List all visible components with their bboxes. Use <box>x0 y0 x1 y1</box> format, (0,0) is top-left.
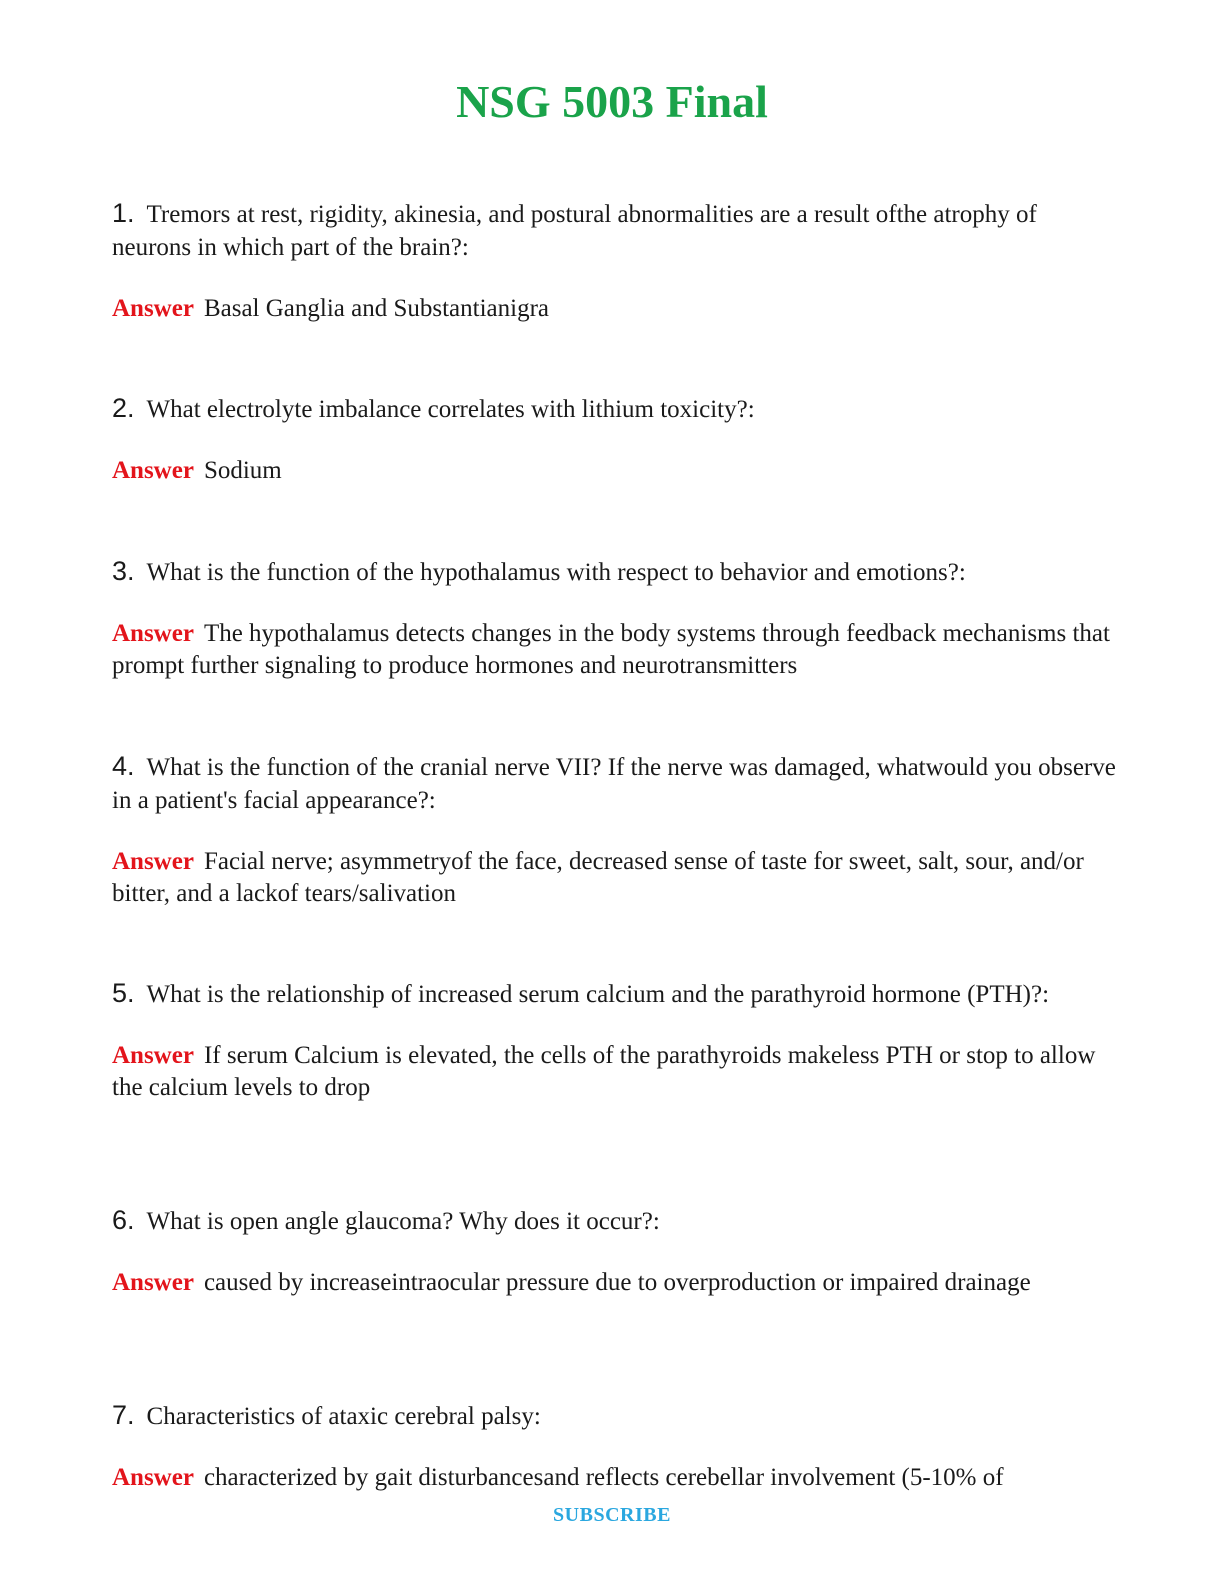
answer-text: The hypothalamus detects changes in the body systems through feedback mechanisms that prompt further signaling to produce hormones and neurotransmitters <box>112 620 1110 679</box>
question <box>112 1204 1122 1238</box>
answer <box>112 293 1122 325</box>
question-number: 3. <box>112 556 135 586</box>
answer <box>112 1040 1122 1104</box>
question-number: 6. <box>112 1205 135 1235</box>
question <box>112 197 1122 264</box>
answer-text: caused by increaseintraocular pressure due to overproduction or impaired drainage <box>203 1269 1031 1296</box>
answer-text: Facial nerve; asymmetryof the face, decreased sense of taste for sweet, salt, sour, and/or bitter, and a lackof tears/salivation <box>112 848 1084 907</box>
answer-text: characterized by gait disturbancesand reflects cerebellar involvement (5-10% of <box>203 1464 1004 1491</box>
question-text: Tremors at rest, rigidity, akinesia, and postural abnormalities are a result ofthe atrophy of neurons in which part of the brain?: <box>112 201 1037 261</box>
answer-label: Answer <box>112 848 194 875</box>
page-title: NSG 5003 Final <box>456 76 768 127</box>
qa-item-7 <box>112 1399 1122 1494</box>
question-text: What is open angle glaucoma? Why does it occur?: <box>146 1208 660 1235</box>
question-text: What is the relationship of increased serum calcium and the parathyroid hormone (PTH)?: <box>146 981 1050 1008</box>
question-text: Characteristics of ataxic cerebral palsy: <box>146 1403 541 1430</box>
answer-label: Answer <box>112 1269 194 1296</box>
answer <box>112 846 1122 910</box>
qa-item-4 <box>112 750 1122 910</box>
qa-item-6 <box>112 1204 1122 1299</box>
answer <box>112 455 1122 487</box>
qa-item-3 <box>112 555 1122 682</box>
question-text: What is the function of the hypothalamus with respect to behavior and emotions?: <box>146 559 966 586</box>
answer-label: Answer <box>112 620 194 647</box>
qa-item-1 <box>112 197 1122 325</box>
answer-label: Answer <box>112 295 194 322</box>
subscribe-link[interactable]: SUBSCRIBE <box>553 1504 671 1526</box>
question-number: 7. <box>112 1400 135 1430</box>
answer-text: If serum Calcium is elevated, the cells of the parathyroids makeless PTH or stop to allow the calcium levels to drop <box>112 1042 1096 1101</box>
question-number: 1. <box>112 198 135 228</box>
answer <box>112 1462 1122 1494</box>
answer <box>112 618 1122 682</box>
question <box>112 392 1122 426</box>
question-text: What is the function of the cranial nerve VII? If the nerve was damaged, whatwould you observe in a patient's facial appearance?: <box>112 754 1116 814</box>
qa-item-2 <box>112 392 1122 487</box>
question <box>112 1399 1122 1433</box>
answer-label: Answer <box>112 457 194 484</box>
answer-label: Answer <box>112 1042 194 1069</box>
question-number: 2. <box>112 393 135 423</box>
question <box>112 555 1122 589</box>
qa-item-5 <box>112 977 1122 1104</box>
question <box>112 977 1122 1011</box>
question-text: What electrolyte imbalance correlates with lithium toxicity?: <box>146 396 755 423</box>
answer-label: Answer <box>112 1464 194 1491</box>
question <box>112 750 1122 817</box>
answer <box>112 1267 1122 1299</box>
question-number: 4. <box>112 751 135 781</box>
question-number: 5. <box>112 978 135 1008</box>
answer-text: Basal Ganglia and Substantianigra <box>203 295 549 322</box>
answer-text: Sodium <box>203 457 282 484</box>
